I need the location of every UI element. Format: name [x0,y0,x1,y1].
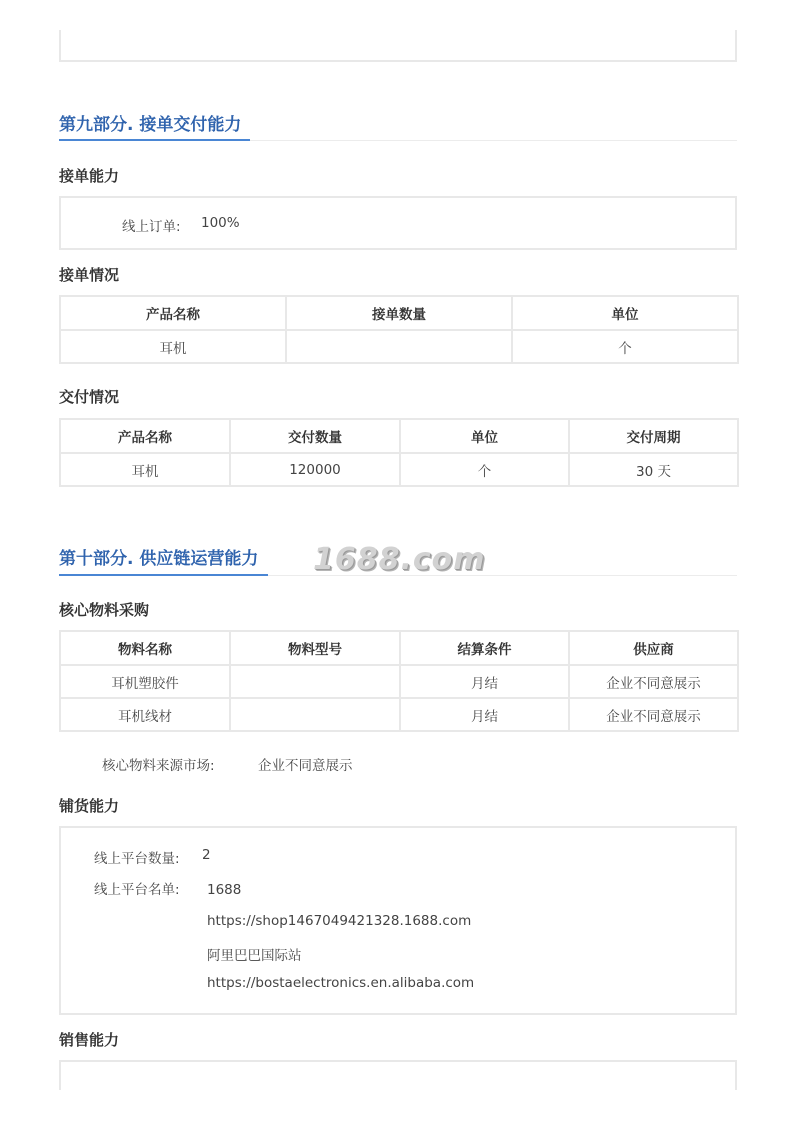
header-unit: 单位 [400,419,569,453]
cell-delivery-cycle: 30 天 [569,453,738,486]
order-capability-box [59,196,737,250]
cell-supplier: 企业不同意展示 [569,698,738,731]
cell-supplier: 企业不同意展示 [569,665,738,698]
previous-section-box [59,30,737,62]
header-delivery-cycle: 交付周期 [569,419,738,453]
header-order-quantity: 接单数量 [286,296,512,330]
cell-delivery-quantity: 120000 [230,453,400,486]
distribution-box [59,826,737,1015]
cell-material-model [230,698,400,731]
table-row [60,698,738,731]
platform-name-item: https://shop1467049421328.1688.com [207,913,472,929]
cell-product-name: 耳机 [60,453,230,486]
watermark-logo: 1688.com [313,542,486,577]
cell-material-name: 耳机塑胶件 [60,665,230,698]
order-status-table [59,295,739,364]
table-row [60,665,738,698]
order-capability-title: 接单能力 [59,167,120,185]
cell-settlement-terms: 月结 [400,698,569,731]
sales-title: 销售能力 [59,1031,120,1049]
source-market-value: 企业不同意展示 [258,758,353,774]
platform-names-label: 线上平台名单: [94,882,180,898]
cell-material-name: 耳机线材 [60,698,230,731]
section-9-title: 第九部分. 接单交付能力 [59,115,242,135]
cell-order-quantity [286,330,512,363]
platform-name-item: 阿里巴巴国际站 [207,948,302,964]
table-header-row [60,631,738,665]
order-status-title: 接单情况 [59,266,120,284]
source-market-label: 核心物料来源市场: [102,758,215,774]
section-9-underline [59,139,250,141]
distribution-title: 铺货能力 [59,797,120,815]
core-material-table [59,630,739,732]
section-10-title: 第十部分. 供应链运营能力 [59,549,259,569]
online-order-label: 线上订单: [122,219,181,235]
delivery-status-title: 交付情况 [59,388,120,406]
table-row [60,453,738,486]
cell-settlement-terms: 月结 [400,665,569,698]
header-supplier: 供应商 [569,631,738,665]
section-10-underline [59,574,268,576]
cell-product-name: 耳机 [60,330,286,363]
header-delivery-quantity: 交付数量 [230,419,400,453]
delivery-status-table [59,418,739,487]
cell-material-model [230,665,400,698]
table-header-row [60,419,738,453]
header-material-name: 物料名称 [60,631,230,665]
table-row [60,330,738,363]
header-material-model: 物料型号 [230,631,400,665]
table-header-row [60,296,738,330]
header-product-name: 产品名称 [60,296,286,330]
cell-unit: 个 [400,453,569,486]
header-unit: 单位 [512,296,738,330]
platform-name-item: 1688 [207,882,242,898]
platform-count-label: 线上平台数量: [94,851,180,867]
platform-count-value: 2 [202,847,211,863]
sales-box [59,1060,737,1090]
core-material-title: 核心物料采购 [59,601,150,619]
header-product-name: 产品名称 [60,419,230,453]
online-order-value: 100% [201,215,240,231]
platform-name-item: https://bostaelectronics.en.alibaba.com [207,975,475,991]
cell-unit: 个 [512,330,738,363]
header-settlement-terms: 结算条件 [400,631,569,665]
